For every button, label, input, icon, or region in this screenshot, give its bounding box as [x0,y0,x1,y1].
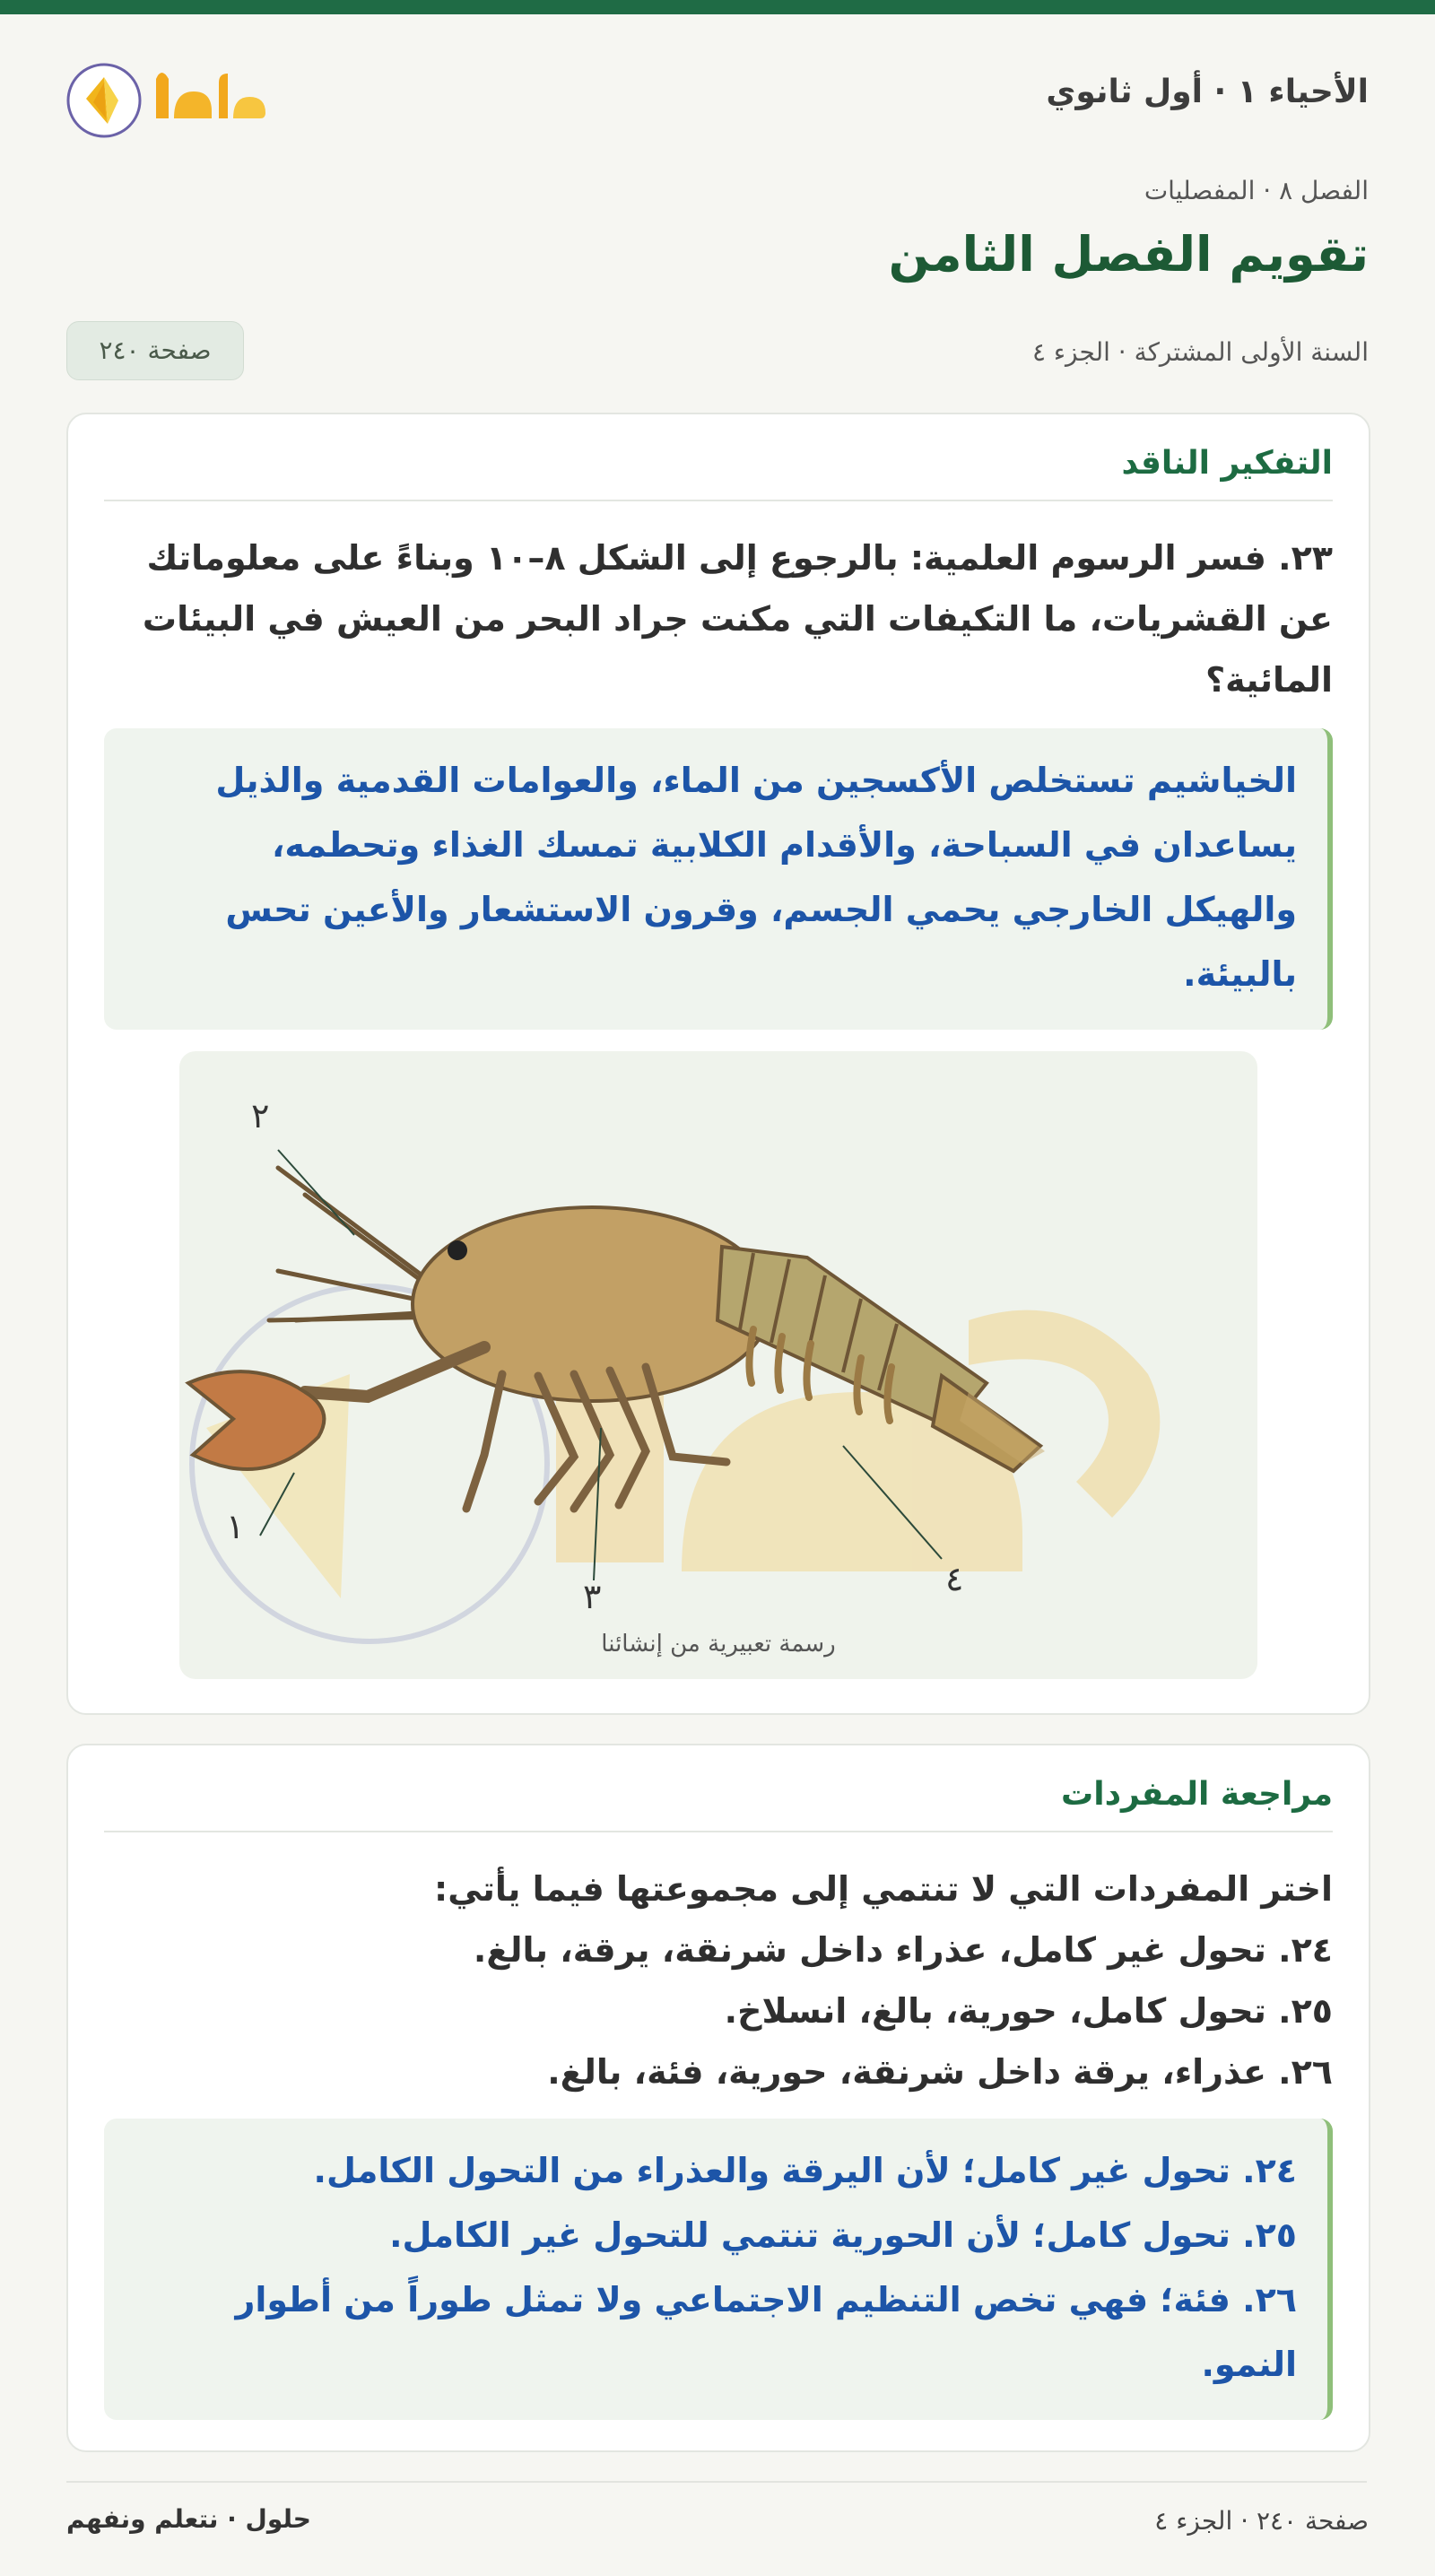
figure-label-2: ٢ [251,1096,270,1136]
question-25: ٢٥. تحول كامل، حورية، بالغ، انسلاخ. [724,1991,1333,2031]
vocabulary-intro: اختر المفردات التي لا تنتمي إلى مجموعتها فيما يأتي: [434,1869,1333,1909]
subject-label: الأحياء ١ · أول ثانوي [1046,74,1369,110]
year-label: السنة الأولى المشتركة · الجزء ٤ [1031,337,1369,367]
crayfish-figure [179,1051,1257,1679]
figure-caption: رسمة تعبيرية من إنشائنا [601,1631,836,1658]
answer-23: الخياشيم تستخلص الأكسجين من الماء، والعوامات القدمية والذيل يساعدان في السباحة، والأقدام الكلابية تمسك الغذاء وتحطمه، والهيكل الخارجي يحمي الجسم، وقرون الاستشعار والأعين تحس بالبيئة. [104,728,1333,1030]
logo-emblem-icon [66,47,300,145]
vocabulary-questions [104,1858,1333,2102]
chapter-label: الفصل ٨ · المفصليات [1144,176,1369,205]
section-title: التفكير الناقد [104,445,1333,501]
section-title: مراجعة المفردات [104,1776,1333,1832]
crayfish-illustration [179,1051,1257,1679]
figure-label-1: ١ [226,1507,245,1546]
brand-logo[interactable] [66,47,300,145]
answer-24: ٢٤. تحول غير كامل؛ لأن اليرقة والعذراء من التحول الكامل. [313,2151,1297,2190]
footer-page-info: صفحة ٢٤٠ · الجزء ٤ [1154,2506,1369,2536]
figure-label-4: ٤ [945,1559,964,1598]
vocabulary-answers [104,2119,1333,2420]
footer-divider [66,2481,1367,2483]
question-23: ٢٣. فسر الرسوم العلمية: بالرجوع إلى الشكل ٨–١٠ وبناءً على معلوماتك عن القشريات، ما التكيفات التي مكنت جراد البحر من العيش في البيئات المائية؟ [142,538,1333,700]
question-26: ٢٦. عذراء، يرقة داخل شرنقة، حورية، فئة، بالغ. [547,2052,1333,2092]
answer-26: ٢٦. فئة؛ فهي تخص التنظيم الاجتماعي ولا تمثل طوراً من أطوار النمو. [235,2280,1297,2384]
page-badge: صفحة ٢٤٠ [66,321,244,380]
critical-thinking-card [66,413,1370,1715]
top-accent-bar [0,0,1435,14]
vocabulary-card [66,1744,1370,2452]
page-title: تقويم الفصل الثامن [888,226,1369,283]
footer-brand: حلول · نتعلم ونفهم [66,2504,311,2534]
answer-25: ٢٥. تحول كامل؛ لأن الحورية تنتمي للتحول غير الكامل. [389,2215,1297,2255]
figure-label-3: ٣ [583,1577,602,1616]
question-24: ٢٤. تحول غير كامل، عذراء داخل شرنقة، يرقة، بالغ. [473,1930,1333,1970]
